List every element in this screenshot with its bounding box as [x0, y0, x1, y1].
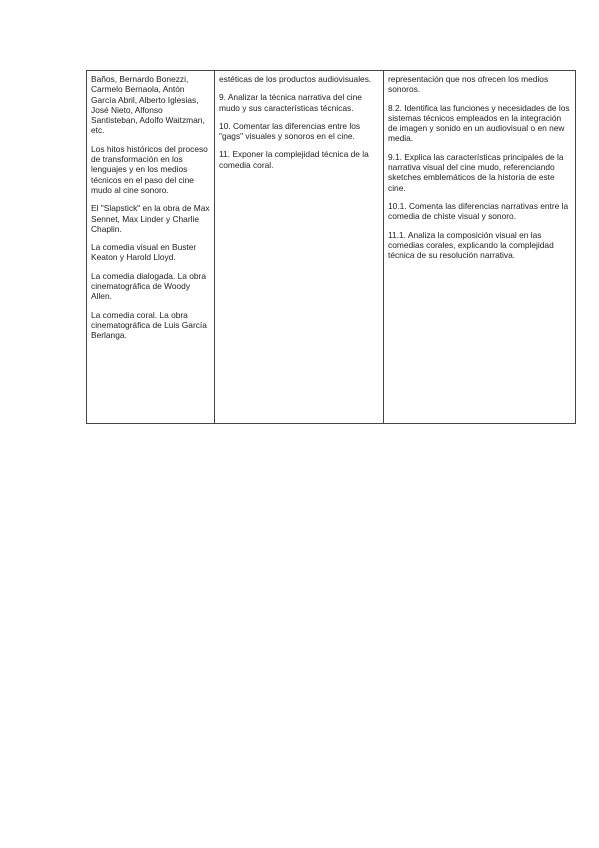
table-cell-paragraph: 10.1. Comenta las diferencias narrativas entre la comedia de chiste visual y sonoro. [388, 200, 569, 222]
table-cell-paragraph: Los hitos históricos del proceso de transformación en los lenguajes y en los medios técnicos en el paso del cine mudo al cine sonoro. [91, 143, 208, 195]
table-cell-paragraph: El "Slapstick" en la obra de Max Sennet, Max Linder y Charlie Chaplin. [91, 203, 210, 234]
table-cell-paragraph: estéticas de los productos audiovisuales. [219, 74, 372, 84]
table-cell-paragraph: La comedia dialogada. La obra cinematográfica de Woody Allen. [91, 270, 207, 302]
table-cell-paragraph: 9. Analizar la técnica narrativa del cine mudo y sus características técnicas. [219, 92, 362, 113]
table-cell-paragraph: 9.1. Explica las características principales de la narrativa visual del cine mudo, referenciando sketches emblemáticos de la historia de este cine. [388, 151, 564, 193]
table-cell-paragraph: La comedia visual en Buster Keaton y Harold Lloyd. [91, 242, 197, 263]
table-cell-paragraph: Baños, Bernardo Bonezzi, Carmelo Bernaola, Antón García Abril, Alberto Iglesias, José Nieto, Alfonso Santisteban, Adolfo Waitzman, etc. [91, 74, 205, 136]
table-cell-paragraph: 11. Exponer la complejidad técnica de la comedia coral. [219, 149, 369, 170]
table-column-standards [383, 71, 575, 423]
table-column-criteria [214, 71, 383, 423]
table-cell-paragraph: 11.1. Analiza la composición visual en las comedias corales, explicando la complejidad técnica de su resolución narrativa. [388, 229, 554, 261]
table-cell-paragraph: 10. Comentar las diferencias entre los "gags" visuales y sonoros en el cine. [219, 120, 361, 142]
table-cell-paragraph: representación que nos ofrecen los medios sonoros. [388, 74, 549, 95]
table-cell-paragraph: 8.2. Identifica las funciones y necesidades de los sistemas técnicos empleados en la integración de imagen y sonido en un audiovisual o en new media. [388, 102, 570, 144]
curriculum-table [86, 70, 576, 424]
table-column-contents [87, 71, 214, 423]
table-cell-paragraph: La comedia coral. La obra cinematográfica de Luis García Berlanga. [91, 309, 207, 341]
